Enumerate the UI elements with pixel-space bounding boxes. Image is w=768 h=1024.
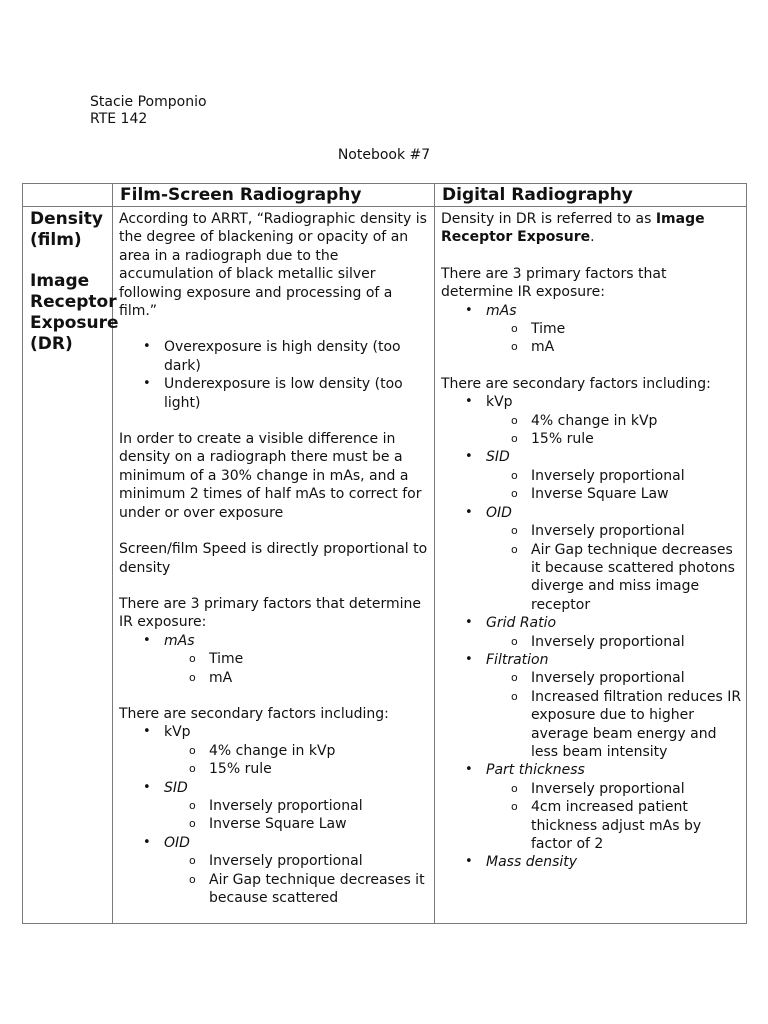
sub-list — [486, 633, 742, 651]
sub-list — [486, 669, 742, 761]
digital-cell — [435, 207, 747, 924]
list-item: o Inversely proportional — [486, 669, 742, 687]
film-screen-cell — [113, 207, 435, 924]
list-item: • Underexposure is low density (too light) — [119, 375, 430, 412]
factor-label: mAs — [164, 632, 195, 649]
factor-label: Grid Ratio — [486, 615, 557, 632]
digital-header: Digital Radiography — [435, 184, 747, 207]
film-intro: According to ARRT, “Radiographic density is the degree of blackening or opacity of an area in a radiograph due to the accumulation of black metallic silver following exposure and processing of a film.” — [119, 211, 427, 320]
list-item: o Inverse Square Law — [486, 485, 742, 503]
table-header-row — [23, 184, 747, 207]
factor-label: SID — [164, 779, 188, 796]
sub-list — [164, 650, 430, 687]
document-header — [90, 94, 207, 128]
list-item: o Inverse Square Law — [164, 815, 430, 833]
factor-label: Part thickness — [486, 762, 585, 779]
student-name: Stacie Pomponio — [90, 94, 207, 110]
primary-factors-intro: There are 3 primary factors that determine IR exposure: — [441, 265, 667, 301]
list-item: o Inversely proportional — [486, 780, 742, 798]
primary-factors-list — [119, 632, 430, 687]
factor-label: kVp — [164, 724, 191, 741]
list-item — [119, 723, 430, 778]
list-item — [441, 302, 742, 357]
list-item — [441, 614, 742, 651]
sub-list — [164, 797, 430, 834]
row-heading-dr: Image Receptor Exposure (DR) — [30, 271, 119, 354]
digital-intro — [441, 210, 742, 247]
notes-table — [22, 183, 747, 924]
factor-label: SID — [486, 449, 510, 466]
digital-intro-end: . — [590, 229, 595, 246]
list-item: o 4% change in kVp — [486, 412, 742, 430]
list-item — [441, 853, 742, 871]
list-item: o Air Gap technique decreases it because scattered — [164, 871, 430, 908]
primary-factors-intro: There are 3 primary factors that determine IR exposure: — [119, 595, 422, 631]
list-item: o Air Gap technique decreases it because scattered photons diverge and miss image receptor — [486, 541, 742, 615]
list-item — [441, 393, 742, 448]
factor-label: OID — [486, 504, 512, 521]
row-heading — [23, 207, 119, 924]
sub-list — [486, 522, 742, 614]
list-item — [441, 504, 742, 614]
list-item: o 4cm increased patient thickness adjust mAs by factor of 2 — [486, 798, 742, 853]
list-item — [119, 779, 430, 834]
secondary-factors-list — [441, 393, 742, 872]
factor-label: kVp — [486, 394, 513, 411]
speed-text: Screen/film Speed is directly proportional to density — [119, 541, 428, 576]
sub-list — [486, 780, 742, 854]
list-item: o mA — [164, 669, 430, 687]
secondary-factors-intro: There are secondary factors including: — [441, 375, 711, 392]
list-item: o Inversely proportional — [486, 522, 742, 540]
list-item: o Increased filtration reduces IR exposure due to higher average beam energy and less beam intensity — [486, 688, 742, 762]
list-item: o 15% rule — [486, 430, 742, 448]
course-code: RTE 142 — [90, 111, 148, 127]
list-item: o Time — [486, 320, 742, 338]
sub-list — [486, 412, 742, 449]
sub-list — [486, 467, 742, 504]
list-item: o Time — [164, 650, 430, 668]
list-item: o Inversely proportional — [164, 797, 430, 815]
row-heading-film: Density (film) — [30, 209, 103, 250]
document-title: Notebook #7 — [337, 147, 431, 163]
list-item — [119, 834, 430, 908]
visible-difference-text: In order to create a visible difference in density on a radiograph there must be a minimum of a 30% change in mAs, and a minimum 2 times of half mAs to correct for under or over exposure — [119, 431, 422, 521]
list-item — [441, 448, 742, 503]
factor-label: OID — [164, 834, 190, 851]
list-item — [441, 761, 742, 853]
digital-intro-text: Density in DR is referred to as — [441, 211, 656, 227]
list-item: o 15% rule — [164, 760, 430, 778]
table-row — [23, 207, 747, 924]
digital-intro-term: Image Receptor Exposure — [441, 211, 705, 246]
list-item — [119, 632, 430, 687]
secondary-factors-intro: There are secondary factors including: — [119, 705, 389, 722]
primary-factors-list — [441, 302, 742, 357]
list-item: o Inversely proportional — [486, 467, 742, 485]
factor-label: Mass density — [486, 854, 578, 871]
exposure-list — [119, 338, 430, 412]
list-item — [441, 651, 742, 761]
factor-label: mAs — [486, 302, 517, 319]
list-item: • Overexposure is high density (too dark) — [119, 338, 430, 375]
list-item: o Inversely proportional — [486, 633, 742, 651]
corner-header — [23, 184, 113, 207]
film-screen-header: Film-Screen Radiography — [113, 184, 435, 207]
sub-list — [164, 742, 430, 779]
secondary-factors-list — [119, 723, 430, 907]
list-item: o 4% change in kVp — [164, 742, 430, 760]
list-item: o Inversely proportional — [164, 852, 430, 870]
list-item: o mA — [486, 338, 742, 356]
sub-list — [486, 320, 742, 357]
factor-label: Filtration — [486, 651, 549, 668]
sub-list — [164, 852, 430, 907]
